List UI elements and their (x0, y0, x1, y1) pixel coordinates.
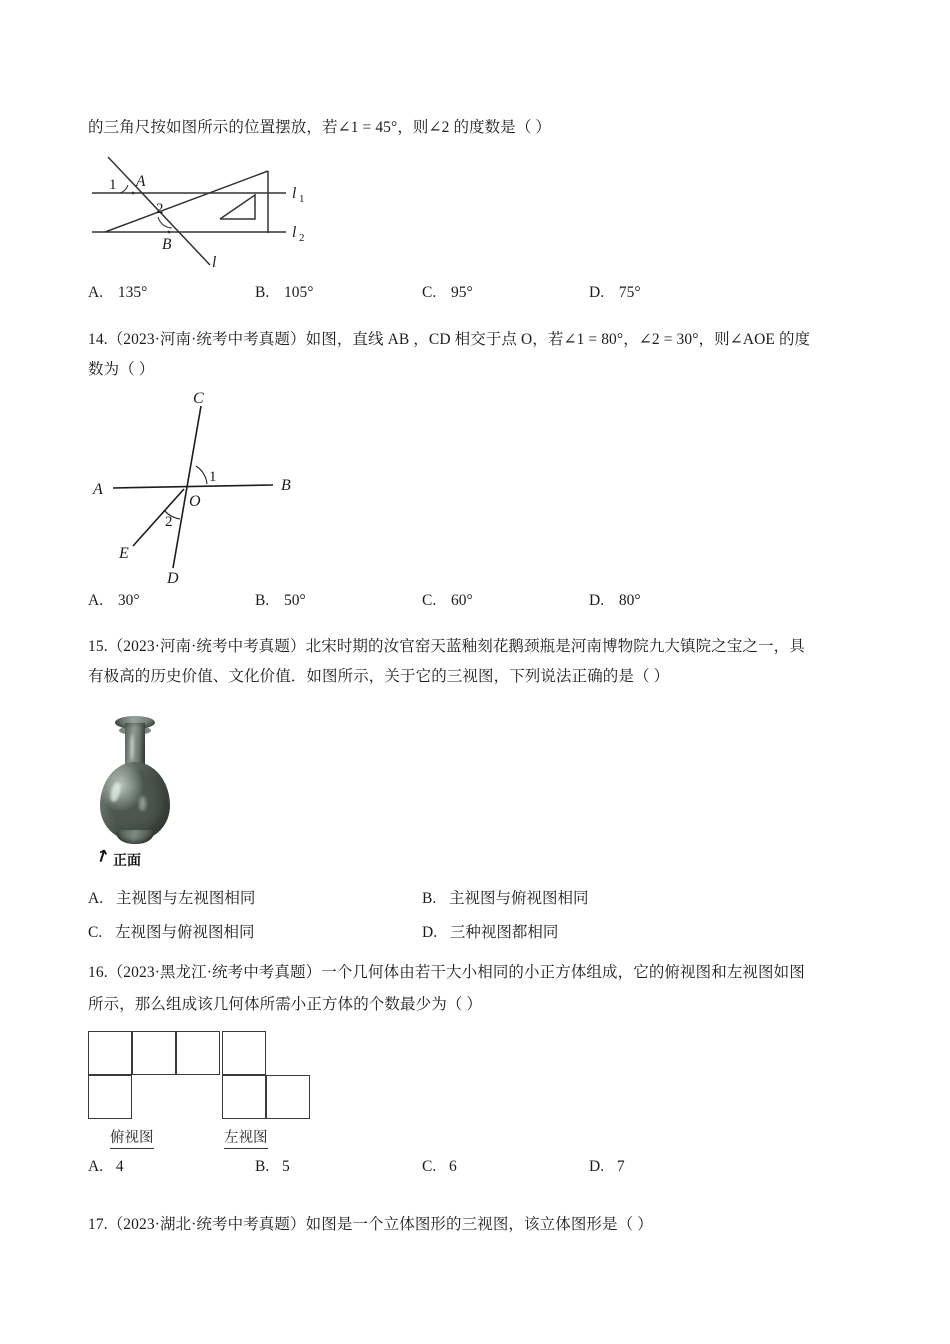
option-text[interactable]: 左视图与俯视图相同 (114, 924, 255, 941)
vase-highlight (130, 734, 134, 760)
question-body: 如图是一个立体图形的三视图，该立体图形是（ ） (305, 1216, 653, 1233)
question-15-line-2: 有极高的历史价值、文化价值．如图所示，关于它的三视图，下列说法正确的是（ ） (88, 668, 670, 685)
option-key: D. (589, 1158, 605, 1175)
option-text[interactable]: 5 (281, 1158, 290, 1175)
option-key: D. (589, 592, 605, 609)
option-key: C. (422, 592, 437, 609)
option-text[interactable]: 7 (616, 1158, 625, 1175)
option-key: D. (589, 284, 605, 301)
svg-text:1: 1 (209, 469, 217, 485)
svg-text:l: l (292, 224, 297, 241)
unit-square (132, 1031, 176, 1075)
svg-text:1: 1 (109, 177, 117, 193)
top-view-label: 俯视图 (110, 1126, 154, 1149)
option-text[interactable]: 80° (618, 592, 641, 609)
option-text[interactable]: 75° (618, 284, 641, 301)
question-body: 如图，直线 AB ，CD 相交于点 O，若∠1 = 80°，∠2 = 30°，则∠AOE 的度 (305, 331, 811, 348)
svg-text:A: A (136, 173, 146, 190)
option-text[interactable]: 50° (283, 592, 306, 609)
question-source: （2023·黑龙江·统考中考真题） (107, 964, 322, 981)
svg-text:E: E (119, 545, 129, 562)
svg-text:2: 2 (299, 232, 305, 244)
question-number: 14. (88, 331, 108, 348)
option-key: B. (422, 890, 437, 907)
front-direction-arrow-icon: ↑ (92, 845, 112, 869)
vase-highlight (139, 796, 146, 811)
question-16-line-1 (88, 963, 805, 983)
unit-square (176, 1031, 220, 1075)
option-key: C. (422, 284, 437, 301)
question-source: （2023·河南·统考中考真题） (107, 638, 306, 655)
option-key: A. (88, 284, 104, 301)
left-view-label: 左视图 (224, 1126, 268, 1149)
option-key: B. (255, 284, 270, 301)
question-13-text-line: 的三角尺按如图所示的位置摆放，若∠1 = 45°，则∠2 的度数是（ ） (88, 119, 552, 136)
option-text[interactable]: 135° (117, 284, 148, 301)
figure-top-view-squares (88, 1031, 218, 1123)
option-key: A. (88, 890, 104, 907)
vase-illustration (93, 710, 177, 847)
svg-text:A: A (93, 481, 103, 498)
option-text[interactable]: 主视图与左视图相同 (115, 890, 256, 907)
unit-square (222, 1075, 266, 1119)
question-16-line-2: 所示，那么组成该几何体所需小正方体的个数最少为（ ） (88, 996, 482, 1013)
unit-square (88, 1031, 132, 1075)
question-number: 15. (88, 638, 108, 655)
svg-text:B: B (162, 236, 172, 253)
question-15-line-1 (88, 637, 805, 657)
unit-square (266, 1075, 310, 1119)
svg-text:O: O (189, 493, 201, 510)
unit-square (222, 1031, 266, 1075)
svg-text:l: l (212, 254, 217, 271)
option-key: A. (88, 1158, 104, 1175)
question-17-line-1 (88, 1215, 653, 1235)
option-text[interactable]: 6 (448, 1158, 457, 1175)
option-key: B. (255, 592, 270, 609)
question-14-line-1 (88, 330, 810, 350)
option-key: B. (255, 1158, 270, 1175)
option-text[interactable]: 主视图与俯视图相同 (448, 890, 589, 907)
question-source: （2023·河南·统考中考真题） (107, 331, 306, 348)
option-key: A. (88, 592, 104, 609)
option-text[interactable]: 60° (450, 592, 473, 609)
question-number: 17. (88, 1216, 108, 1233)
figure-intersecting-lines-AOE (85, 388, 335, 587)
question-14-line-2: 数为（ ） (88, 361, 155, 378)
question-number: 16. (88, 964, 108, 981)
figure-left-view-squares (222, 1031, 314, 1123)
svg-text:2: 2 (165, 514, 173, 530)
vase-body (100, 762, 170, 840)
question-body: 一个几何体由若干大小相同的小正方体组成，它的俯视图和左视图如图 (321, 964, 805, 981)
svg-text:B: B (281, 477, 291, 494)
option-text[interactable]: 4 (115, 1158, 124, 1175)
front-view-caption: 正面 (113, 852, 141, 868)
svg-text:D: D (167, 570, 179, 587)
unit-square (88, 1075, 132, 1119)
option-key: C. (88, 924, 103, 941)
option-text[interactable]: 30° (117, 592, 140, 609)
option-text[interactable]: 三种视图都相同 (449, 924, 559, 941)
option-key: C. (422, 1158, 437, 1175)
svg-text:l: l (292, 185, 297, 202)
svg-text:1: 1 (299, 193, 305, 205)
question-source: （2023·湖北·统考中考真题） (107, 1216, 306, 1233)
option-text[interactable]: 95° (450, 284, 473, 301)
svg-text:2: 2 (156, 201, 164, 217)
svg-text:C: C (193, 390, 204, 407)
question-body: 北宋时期的汝官窑天蓝釉刻花鹅颈瓶是河南博物院九大镇院之宝之一，具 (305, 638, 805, 655)
option-key: D. (422, 924, 438, 941)
figure-vase-photo (93, 710, 193, 870)
option-text[interactable]: 105° (283, 284, 314, 301)
vase-foot (116, 830, 154, 844)
figure-parallel-lines-triangle-ruler (88, 155, 338, 275)
